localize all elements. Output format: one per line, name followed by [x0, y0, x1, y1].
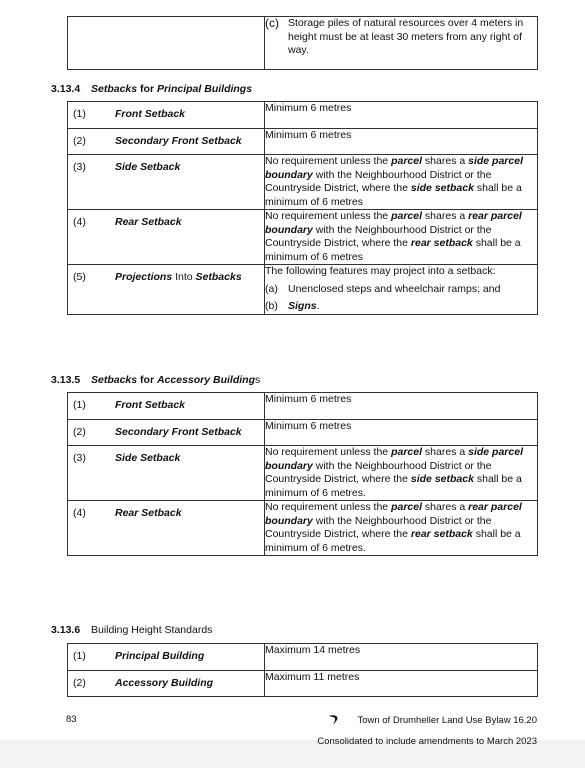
item-letter: (c): [265, 16, 279, 30]
page-number: 83: [66, 714, 77, 725]
accessory-setbacks-table: [67, 392, 538, 556]
continuation-table: [67, 16, 538, 70]
principal-setbacks-table: [67, 101, 538, 315]
item-text: Storage piles of natural resources over 4 meters in height must be at least 30 meters from any right of way.: [288, 17, 524, 56]
table-row: (4) Rear Setback No requirement unless the parcel shares a rear parcel boundary with the Neighbourhood District or the Countryside District, where the rear setback shall be a minimum of 6 metres.: [68, 501, 538, 556]
section-heading-3-13-5: 3.13.5 Setbacks for Accessory Buildings: [51, 374, 261, 386]
table-row: (1) Front Setback Minimum 6 metres: [68, 102, 538, 129]
table-row: (3) Side Setback No requirement unless the parcel shares a side parcel boundary with the Neighbourhood District or the Countryside District, where the side setback shall be a minimum of 6 metres: [68, 155, 538, 210]
table-row: (2) Accessory Building Maximum 11 metres: [68, 670, 538, 697]
section-heading-3-13-4: 3.13.4 Setbacks for Principal Buildings: [51, 83, 253, 95]
list-item: (a) Unenclosed steps and wheelchair ramps; and: [265, 282, 501, 295]
footer-doc-title: Town of Drumheller Land Use Bylaw 16.20: [357, 714, 537, 726]
table-row: (3) Side Setback No requirement unless the parcel shares a side parcel boundary with the Neighbourhood District or the Countryside District, where the side setback shall be a minimum of 6 metres.: [68, 446, 538, 501]
table-row: (5) Projections Into Setbacks The following features may project into a setback: (a) Unenclosed steps and wheelchair ramps; and (b) Signs.: [68, 265, 538, 315]
table-row: (1) Principal Building Maximum 14 metres: [68, 644, 538, 671]
town-logo-icon: [327, 714, 341, 726]
table-row: [68, 17, 538, 70]
list-item: (b) Signs.: [265, 300, 320, 312]
table-row: (2) Secondary Front Setback Minimum 6 metres: [68, 128, 538, 155]
building-height-table: [67, 643, 538, 697]
table-row: (2) Secondary Front Setback Minimum 6 metres: [68, 419, 538, 446]
table-row: (4) Rear Setback No requirement unless the parcel shares a rear parcel boundary with the Neighbourhood District or the Countryside District, where the rear setback shall be a minimum of 6 metres: [68, 210, 538, 265]
footer-title: [327, 714, 537, 726]
section-heading-3-13-6: 3.13.6 Building Height Standards: [51, 624, 213, 636]
table-row: (1) Front Setback Minimum 6 metres: [68, 393, 538, 420]
list-item: [265, 17, 537, 58]
footer-consolidated: Consolidated to include amendments to March 2023: [317, 736, 537, 747]
